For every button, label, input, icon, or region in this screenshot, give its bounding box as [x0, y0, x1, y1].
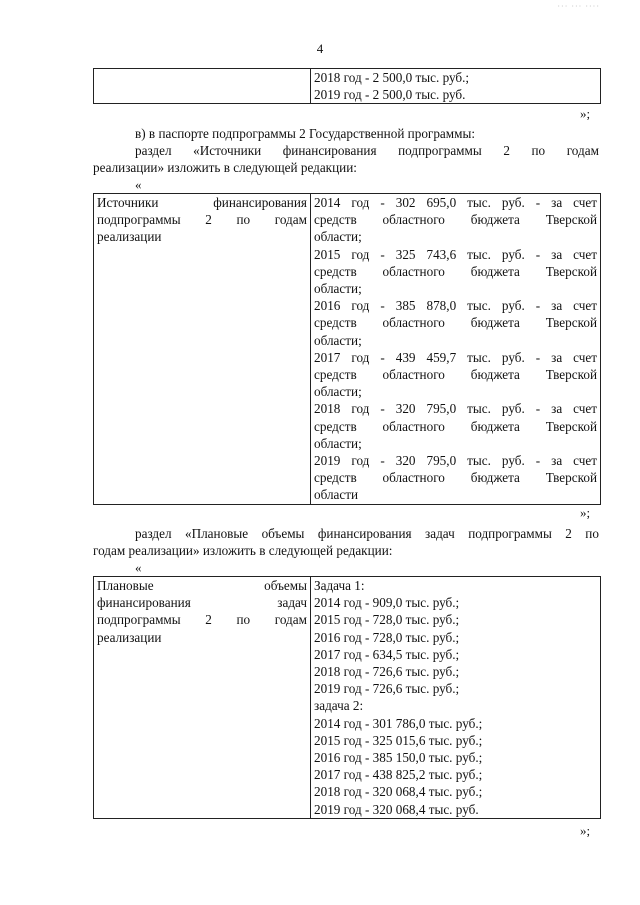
paragraph-v: в) в паспорте подпрограммы 2 Государственной программы: [135, 126, 475, 141]
value-line: 2018 год - 726,6 тыс. руб.; [314, 664, 460, 680]
value-line: средств областного бюджета Тверской [314, 212, 597, 228]
label-line: реализации [97, 229, 162, 245]
word: «Источники [193, 143, 262, 158]
value-line: области [314, 487, 359, 503]
word: 2 [565, 526, 572, 541]
sources-table [93, 193, 601, 505]
word: годам [274, 212, 307, 228]
sources-values-cell [311, 194, 601, 505]
value-line: 2016 год - 385 150,0 тыс. руб.; [314, 750, 483, 766]
continuation-table [93, 68, 601, 104]
planned-label-cell [94, 577, 311, 819]
value-line: 2019 год - 320 795,0 тыс. руб. - за счет [314, 453, 597, 469]
label-line [97, 611, 307, 628]
planned-values-cell [311, 577, 601, 819]
word: объемы [264, 578, 307, 593]
closing-quote: »; [580, 505, 591, 520]
label-line [97, 194, 307, 211]
value-line: области; [314, 384, 362, 400]
paragraph-razdel-2-line2: годам реализации» изложить в следующей редакции: [93, 543, 393, 558]
word: «Плановые [184, 526, 249, 541]
value-line: 2017 год - 438 825,2 тыс. руб.; [314, 767, 483, 783]
word: задач [425, 526, 455, 541]
value-line: средств областного бюджета Тверской [314, 263, 597, 279]
word: по [236, 212, 251, 228]
closing-quote: »; [580, 823, 591, 838]
word: по [531, 143, 546, 158]
value-line: 2015 год - 325 743,6 тыс. руб. - за счет [314, 246, 597, 262]
value-line: 2018 год - 320 068,4 тыс. руб.; [314, 784, 483, 800]
page-number: 4 [316, 41, 324, 56]
word: подпрограммы [97, 612, 181, 628]
word: 2 [205, 612, 212, 628]
word: финансирования [213, 195, 307, 210]
funding-line: 2019 год - 2 500,0 тыс. руб. [314, 87, 466, 103]
value-line: 2014 год - 301 786,0 тыс. руб.; [314, 715, 483, 731]
word: подпрограммы [398, 143, 482, 158]
value-line: средств областного бюджета Тверской [314, 418, 597, 434]
closing-quote: »; [580, 106, 591, 121]
value-line: средств областного бюджета Тверской [314, 470, 597, 486]
label-line: реализации [97, 629, 162, 645]
value-line: 2019 год - 726,6 тыс. руб.; [314, 681, 460, 697]
word: по [236, 612, 251, 628]
value-line: области; [314, 435, 362, 451]
planned-volumes-table [93, 576, 601, 819]
value-line: средств областного бюджета Тверской [314, 315, 597, 331]
word: годам [274, 612, 307, 628]
word: задач [277, 595, 307, 611]
word: финансирования [317, 526, 412, 541]
value-line: Задача 1: [314, 578, 365, 593]
word: годам [566, 143, 599, 158]
word: Плановые [97, 578, 154, 593]
value-line: 2018 год - 320 795,0 тыс. руб. - за счет [314, 401, 597, 417]
value-line: 2019 год - 320 068,4 тыс. руб. [314, 801, 479, 817]
paragraph-razdel-1-line2: реализации» изложить в следующей редакции: [93, 160, 357, 175]
value-line: 2015 год - 728,0 тыс. руб.; [314, 612, 460, 628]
paragraph-razdel-2-line1 [135, 525, 599, 542]
word: подпрограммы [468, 526, 552, 541]
value-line: средств областного бюджета Тверской [314, 367, 597, 383]
empty-left-cell [94, 69, 311, 104]
sources-label-cell [94, 194, 311, 505]
word: объемы [261, 526, 305, 541]
value-line: области; [314, 281, 362, 297]
word: финансирования [282, 143, 377, 158]
value-line: задача 2: [314, 698, 364, 714]
value-line: 2017 год - 439 459,7 тыс. руб. - за счет [314, 349, 597, 365]
label-line [97, 594, 307, 611]
word: 2 [205, 212, 212, 228]
funding-cell [311, 69, 601, 104]
opening-quote: « [135, 560, 142, 575]
word: Источники [97, 195, 159, 210]
label-line [97, 577, 307, 594]
word: 2 [503, 143, 510, 158]
word: подпрограммы [97, 212, 181, 228]
value-line: области; [314, 332, 362, 348]
value-line: 2016 год - 385 878,0 тыс. руб. - за счет [314, 298, 597, 314]
value-line: области; [314, 229, 362, 245]
paragraph-razdel-1-line1 [135, 142, 599, 159]
funding-line: 2018 год - 2 500,0 тыс. руб.; [314, 70, 470, 85]
value-line: 2014 год - 909,0 тыс. руб.; [314, 595, 460, 611]
value-line: 2015 год - 325 015,6 тыс. руб.; [314, 732, 483, 748]
opening-quote: « [135, 177, 142, 192]
word: по [585, 526, 599, 541]
word: раздел [135, 526, 172, 541]
value-line: 2017 год - 634,5 тыс. руб.; [314, 646, 460, 662]
label-line [97, 211, 307, 228]
value-line: 2014 год - 302 695,0 тыс. руб. - за счет [314, 195, 597, 210]
scan-artifact: ··· ··· ···· [557, 2, 600, 11]
word: раздел [135, 143, 172, 158]
word: финансирования [97, 595, 191, 611]
value-line: 2016 год - 728,0 тыс. руб.; [314, 629, 460, 645]
